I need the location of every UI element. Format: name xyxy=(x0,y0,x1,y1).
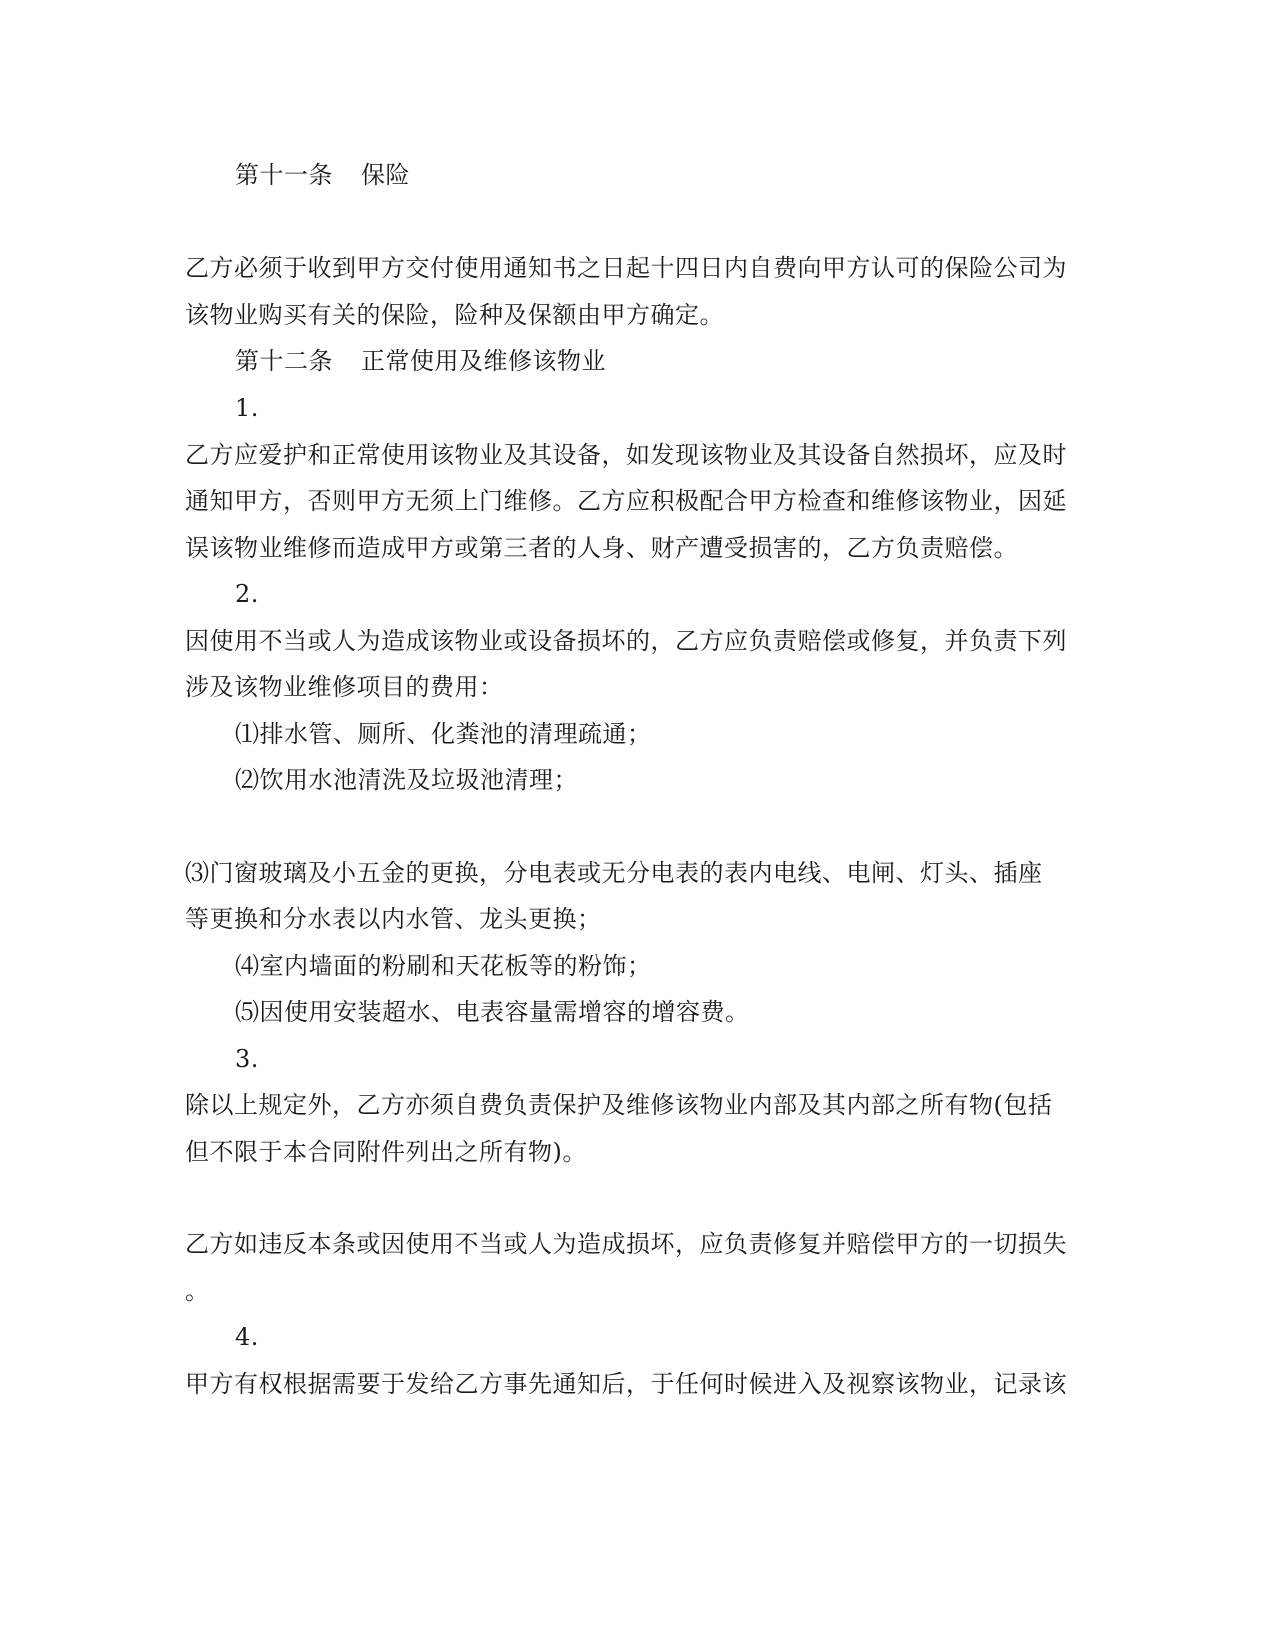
item-1-line-1: 乙方应爱护和正常使用该物业及其设备，如发现该物业及其设备自然损坏，应及时 xyxy=(185,441,1067,469)
item-2-line-1: 因使用不当或人为造成该物业或设备损坏的，乙方应负责赔偿或修复，并负责下列 xyxy=(185,627,1067,655)
item-4-number: 4. xyxy=(235,1323,259,1351)
item-2-sub-1: ⑴排水管、厕所、化粪池的清理疏通； xyxy=(235,720,652,748)
article-12-number: 第十二条 xyxy=(235,347,333,375)
item-3-line-1: 除以上规定外，乙方亦须自费负责保护及维修该物业内部及其内部之所有物(包括 xyxy=(185,1091,1053,1119)
article-12-title: 正常使用及维修该物业 xyxy=(361,347,606,375)
item-2-sub-4: ⑷室内墙面的粉刷和天花板等的粉饰； xyxy=(235,952,652,980)
item-3-line-2: 但不限于本合同附件列出之所有物)。 xyxy=(185,1138,587,1166)
item-2-number: 2. xyxy=(235,580,259,608)
item-2-sub-5: ⑸因使用安装超水、电表容量需增容的增容费。 xyxy=(235,998,750,1026)
article-11-body-line-2: 该物业购买有关的保险，险种及保额由甲方确定。 xyxy=(185,301,724,329)
item-2-line-2: 涉及该物业维修项目的费用： xyxy=(185,673,504,701)
item-3-number: 3. xyxy=(235,1045,259,1073)
item-2-sub-3-line-2: 等更换和分水表以内水管、龙头更换； xyxy=(185,905,602,933)
item-1-line-2: 通知甲方，否则甲方无须上门维修。乙方应积极配合甲方检查和维修该物业，因延 xyxy=(185,487,1067,515)
item-3-violation-line-1: 乙方如违反本条或因使用不当或人为造成损坏，应负责修复并赔偿甲方的一切损失 xyxy=(185,1230,1067,1258)
article-11-body-line-1: 乙方必须于收到甲方交付使用通知书之日起十四日内自费向甲方认可的保险公司为 xyxy=(185,254,1067,282)
item-4-line-1: 甲方有权根据需要于发给乙方事先通知后，于任何时候进入及视察该物业，记录该 xyxy=(185,1370,1067,1398)
item-2-sub-2: ⑵饮用水池清洗及垃圾池清理； xyxy=(235,766,578,794)
item-1-line-3: 误该物业维修而造成甲方或第三者的人身、财产遭受损害的，乙方负责赔偿。 xyxy=(185,534,1018,562)
item-3-violation-line-2: 。 xyxy=(185,1277,210,1305)
article-11-heading xyxy=(235,160,410,190)
item-2-sub-3-line-1: ⑶门窗玻璃及小五金的更换，分电表或无分电表的表内电线、电闸、灯头、插座 xyxy=(185,859,1043,887)
item-1-number: 1. xyxy=(235,394,259,422)
article-11-title: 保险 xyxy=(361,161,410,189)
article-12-heading xyxy=(235,346,606,376)
article-11-number: 第十一条 xyxy=(235,161,333,189)
